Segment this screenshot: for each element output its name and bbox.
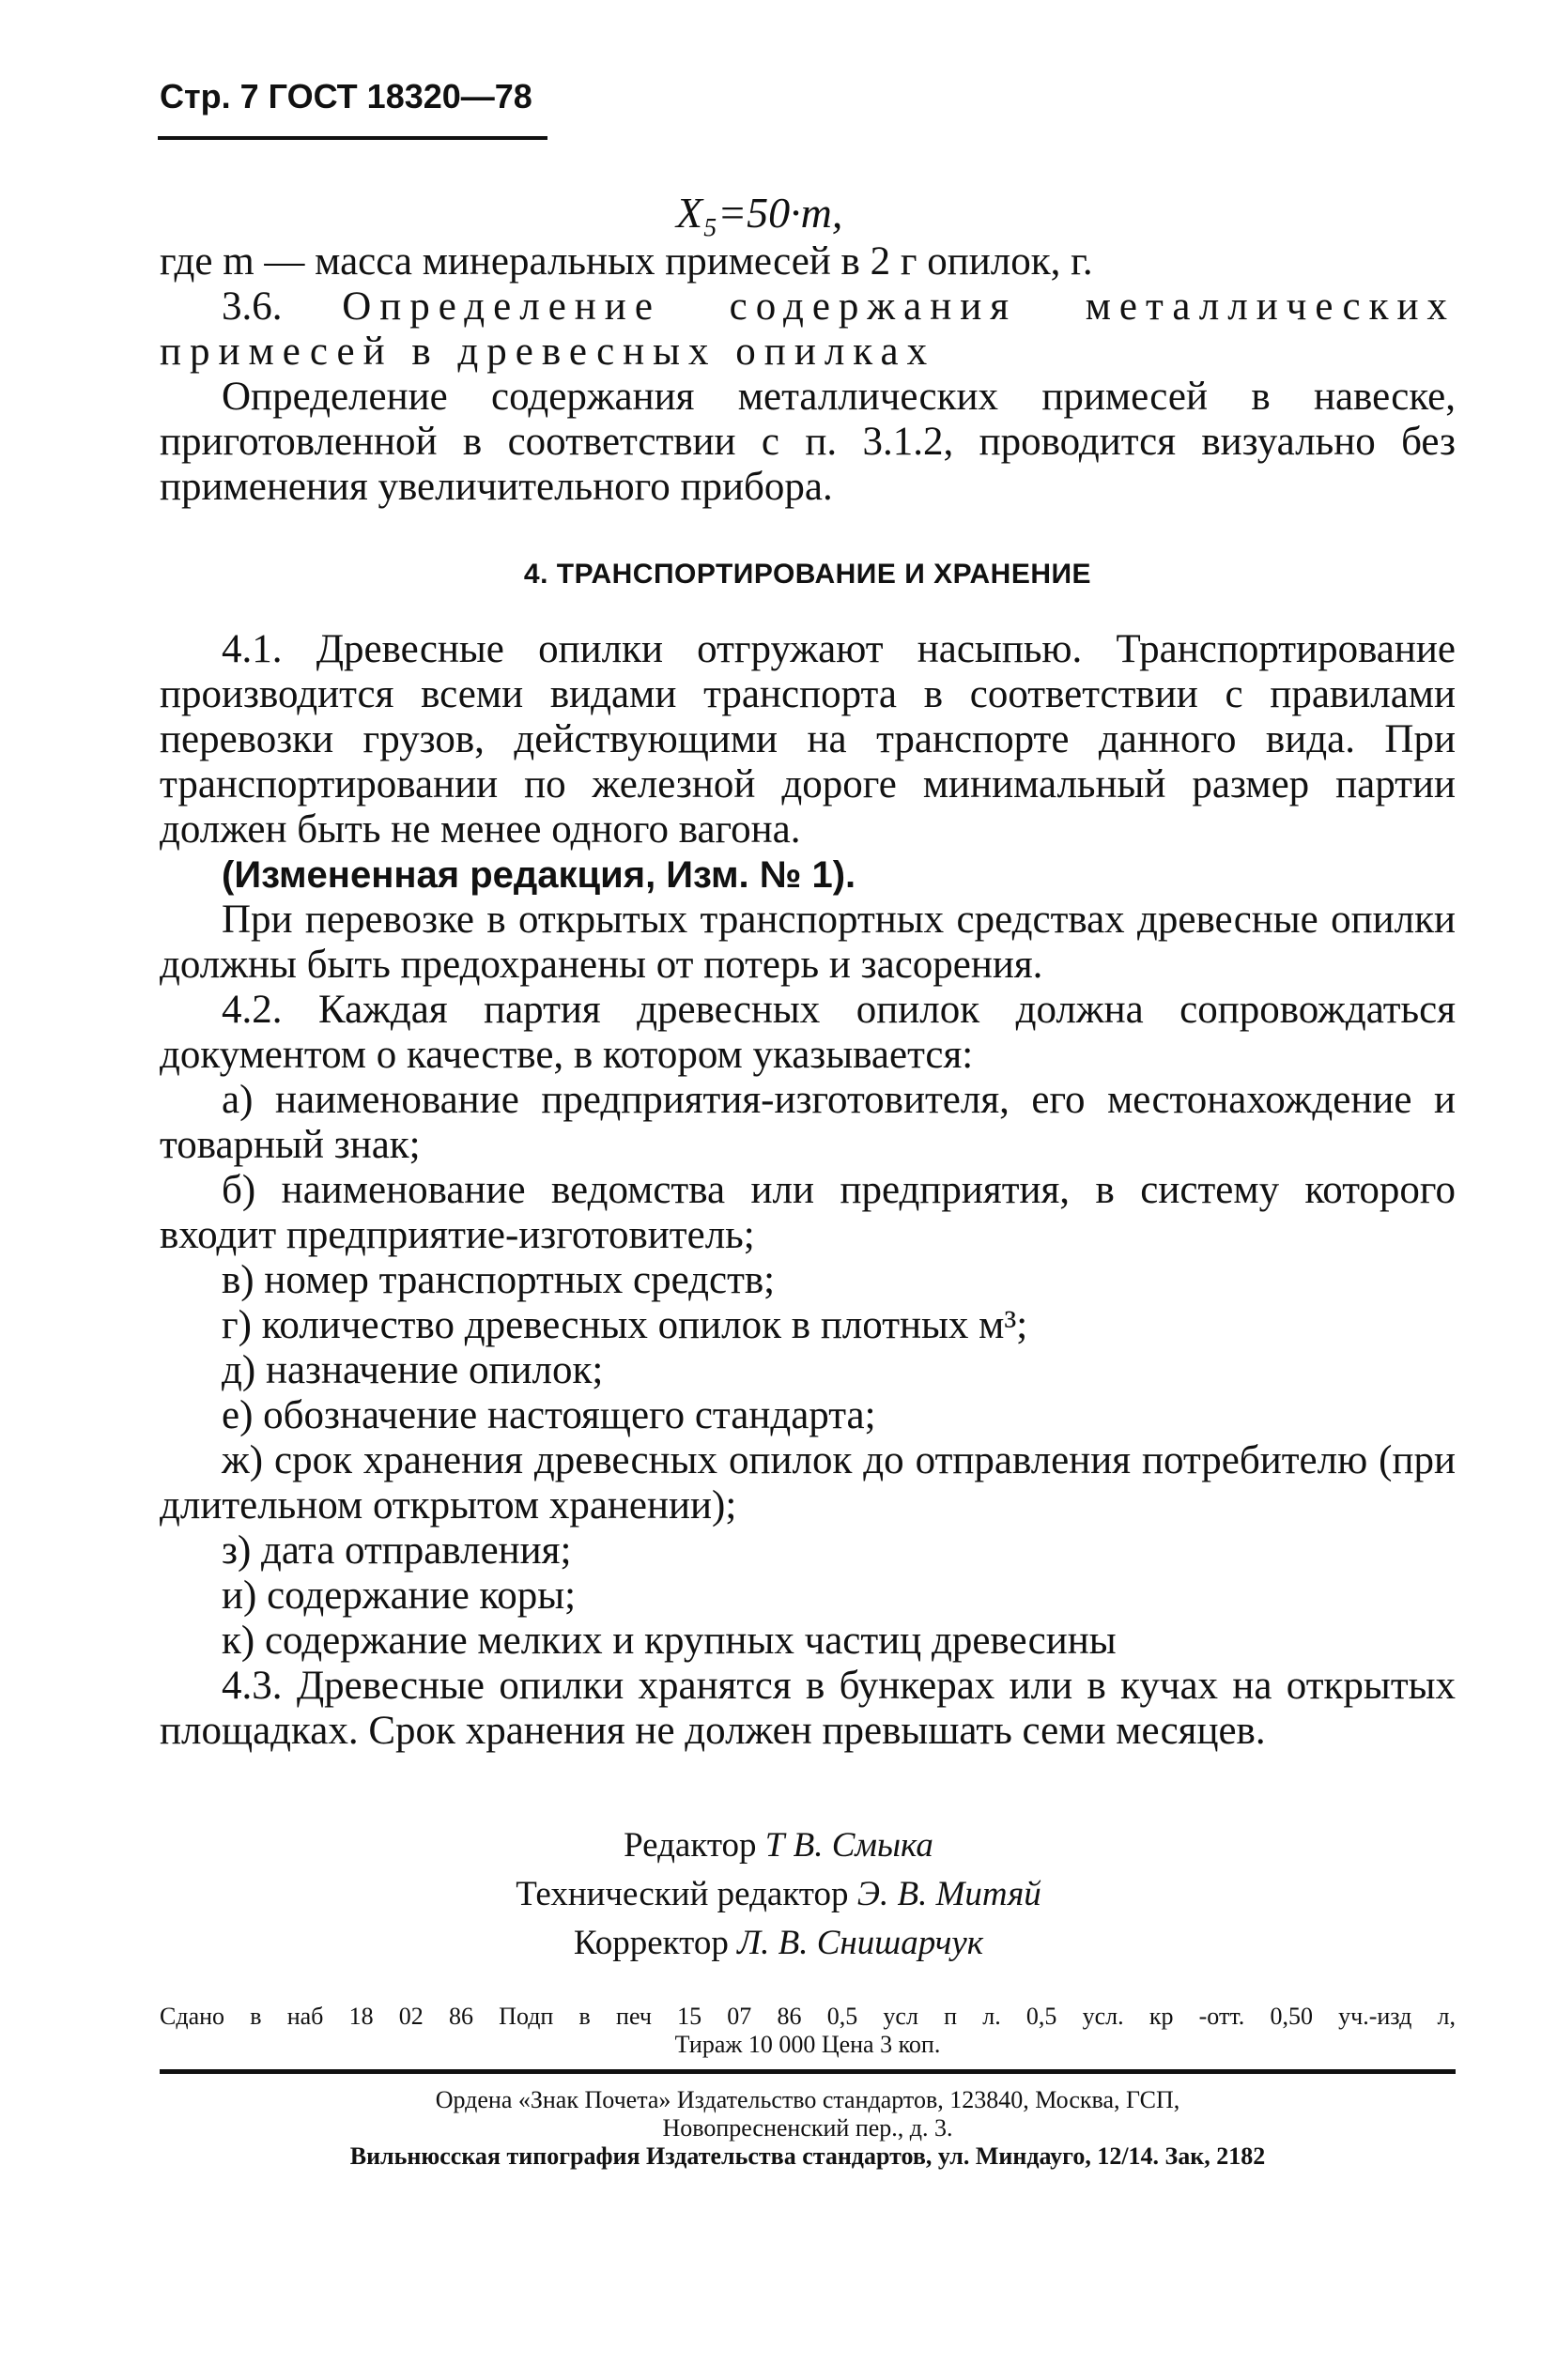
list-item: а) наименование предприятия-изготовителя, его местонахождение и товарный знак; xyxy=(160,1078,1456,1167)
section-3-6-title-part1: Определение содержания металлических xyxy=(342,284,1456,329)
section-3-6-title-part2: примесей в древесных опилках xyxy=(160,330,936,374)
header-rule xyxy=(158,136,547,140)
paragraph-4-1-transport: При перевозке в открытых транспортных средствах древесные опилки должны быть предохранены от потерь и засорения. xyxy=(160,898,1456,987)
list-item: ж) срок хранения древесных опилок до отправления потребителю (при длительном открытом хранении); xyxy=(160,1438,1456,1528)
publisher-line-3: Вильнюсская типография Издательства стандартов, ул. Миндауго, 12/14. Зак, 2182 xyxy=(349,2142,1266,2170)
editor-role: Редактор xyxy=(624,1826,757,1865)
corrector-line xyxy=(0,1919,1557,1968)
list-item: б) наименование ведомства или предприятия, в систему которого входит предприятие-изготовитель; xyxy=(160,1168,1456,1257)
list-item: е) обозначение настоящего стандарта; xyxy=(222,1393,876,1437)
formula-explanation: где m — масса минеральных примесей в 2 г опилок, г. xyxy=(160,239,1093,284)
list-item: з) дата отправления; xyxy=(222,1528,572,1573)
imprint-block xyxy=(160,2003,1456,2059)
publisher-block xyxy=(160,2086,1456,2171)
editors-block xyxy=(0,1821,1557,1968)
page-header: Стр. 7 ГОСТ 18320—78 xyxy=(160,77,532,115)
paragraph-4-2: 4.2. Каждая партия древесных опилок должна сопровождаться документом о качестве, в котором указывается: xyxy=(160,988,1456,1077)
document-items-list xyxy=(160,1078,1456,1664)
list-item: и) содержание коры; xyxy=(222,1574,577,1618)
list-item: г) количество древесных опилок в плотных м³; xyxy=(222,1303,1028,1347)
imprint-line-1: Сдано в наб 18 02 86 Подп в печ 15 07 86 0,5 усл п л. 0,5 усл. кр -отт. 0,50 уч.-изд л, xyxy=(160,2003,1456,2030)
tech-editor-role: Технический редактор xyxy=(516,1875,849,1913)
paragraph-4-1: 4.1. Древесные опилки отгружают насыпью. Транспортирование производится всеми видами транспорта в соответствии с правилами перевозки грузов, действующими на транспорте данного вида. При транспортировании по железной дороге минимальный размер партии должен быть не менее одного вагона. xyxy=(160,627,1456,852)
amendment-note: (Измененная редакция, Изм. № 1). xyxy=(222,854,856,896)
section-3-6-heading xyxy=(160,284,1456,330)
editor-name: Т В. Смыка xyxy=(764,1826,933,1865)
publisher-line-1: Ордена «Знак Почета» Издательство стандартов, 123840, Москва, ГСП, xyxy=(435,2086,1180,2113)
paragraph-4-3: 4.3. Древесные опилки хранятся в бункерах или в кучах на открытых площадках. Срок хранения не должен превышать семи месяцев. xyxy=(160,1664,1456,1753)
corrector-name: Л. В. Снишарчук xyxy=(737,1924,984,1962)
section-3-6-number: 3.6. xyxy=(222,284,283,329)
section-3-6-text: Определение содержания металлических примесей в навеске, приготовленной в соответствии с п. 3.1.2, проводится визуально без применения увеличительного прибора. xyxy=(160,375,1456,509)
imprint-line-2: Тираж 10 000 Цена 3 коп. xyxy=(674,2031,941,2058)
list-item: в) номер транспортных средств; xyxy=(222,1258,776,1302)
list-item: к) содержание мелких и крупных частиц древесины xyxy=(222,1619,1117,1663)
section-4-title: 4. ТРАНСПОРТИРОВАНИЕ И ХРАНЕНИЕ xyxy=(523,559,1092,590)
formula: X₅=50·m, xyxy=(676,189,843,237)
corrector-role: Корректор xyxy=(573,1924,729,1962)
imprint-rule xyxy=(160,2069,1456,2074)
editor-line xyxy=(0,1821,1557,1870)
tech-editor-line xyxy=(0,1870,1557,1919)
list-item: д) назначение опилок; xyxy=(222,1348,604,1392)
publisher-line-2: Новопресненский пер., д. 3. xyxy=(662,2114,953,2142)
body-text xyxy=(160,239,1456,1754)
tech-editor-name: Э. В. Митяй xyxy=(856,1875,1041,1913)
